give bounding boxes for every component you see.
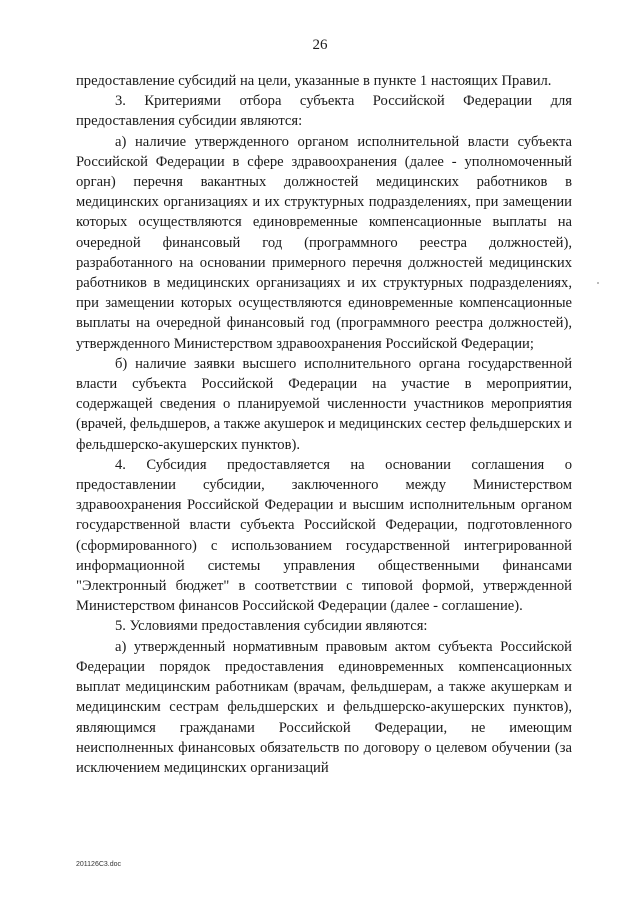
document-body [76,71,572,778]
paragraph-clause-5: 5. Условиями предоставления субсидии являются: [115,618,428,635]
paragraph-clause-3b: б) наличие заявки высшего исполнительного органа государственной власти субъекта Российской Федерации на участие в мероприятии, содержащей сведения о планируемой численности участников мероприятия (врачей, фельдшеров, а также акушерок и медицинских сестер фельдшерских и фельдшерско-акушерских пунктов). [76,355,572,453]
page-number: 26 [312,37,328,53]
scan-speck [597,282,599,284]
paragraph-clause-3: 3. Критериями отбора субъекта Российской Федерации для предоставления субсидии являются: [76,93,572,130]
paragraph-clause-3a: а) наличие утвержденного органом исполнительной власти субъекта Российской Федерации в сфере здравоохранения (далее - уполномоченный орган) перечня вакантных должностей медицинских работников в медицинских организациях и их структурных подразделениях, при замещении которых осуществляются единовременные компенсационные выплаты на очередной финансовый год (программного реестра должностей), разработанного на основании примерного перечня должностей медицинских работников в медицинских организациях и их структурных подразделениях, при замещении которых осуществляются единовременные компенсационные выплаты на очередной финансовый год (программного реестра должностей), утвержденного Министерством здравоохранения Российской Федерации; [76,133,572,352]
document-footer: 201126C3.doc [76,861,122,868]
paragraph-clause-5a: а) утвержденный нормативным правовым актом субъекта Российской Федерации порядок предоставления единовременных компенсационных выплат медицинским работникам (врачам, фельдшерам, а также акушеркам и медицинским сестрам фельдшерских и фельдшерско-акушерских пунктов), являющимся гражданами Российской Федерации, не имеющим неисполненных финансовых обязательств по договору о целевом обучении (за исключением медицинских организаций [76,638,572,776]
paragraph-clause-4: 4. Субсидия предоставляется на основании соглашения о предоставлении субсидии, заключенного между Министерством здравоохранения Российской Федерации и высшим исполнительным органом государственной власти субъекта Российской Федерации, подготовленного (сформированного) с использованием государственной интегрированной информационной системы управления общественными финансами "Электронный бюджет" в соответствии с типовой формой, утвержденной Министерством финансов Российской Федерации (далее - соглашение). [76,456,572,615]
paragraph-continuation: предоставление субсидий на цели, указанные в пункте 1 настоящих Правил. [76,73,552,89]
